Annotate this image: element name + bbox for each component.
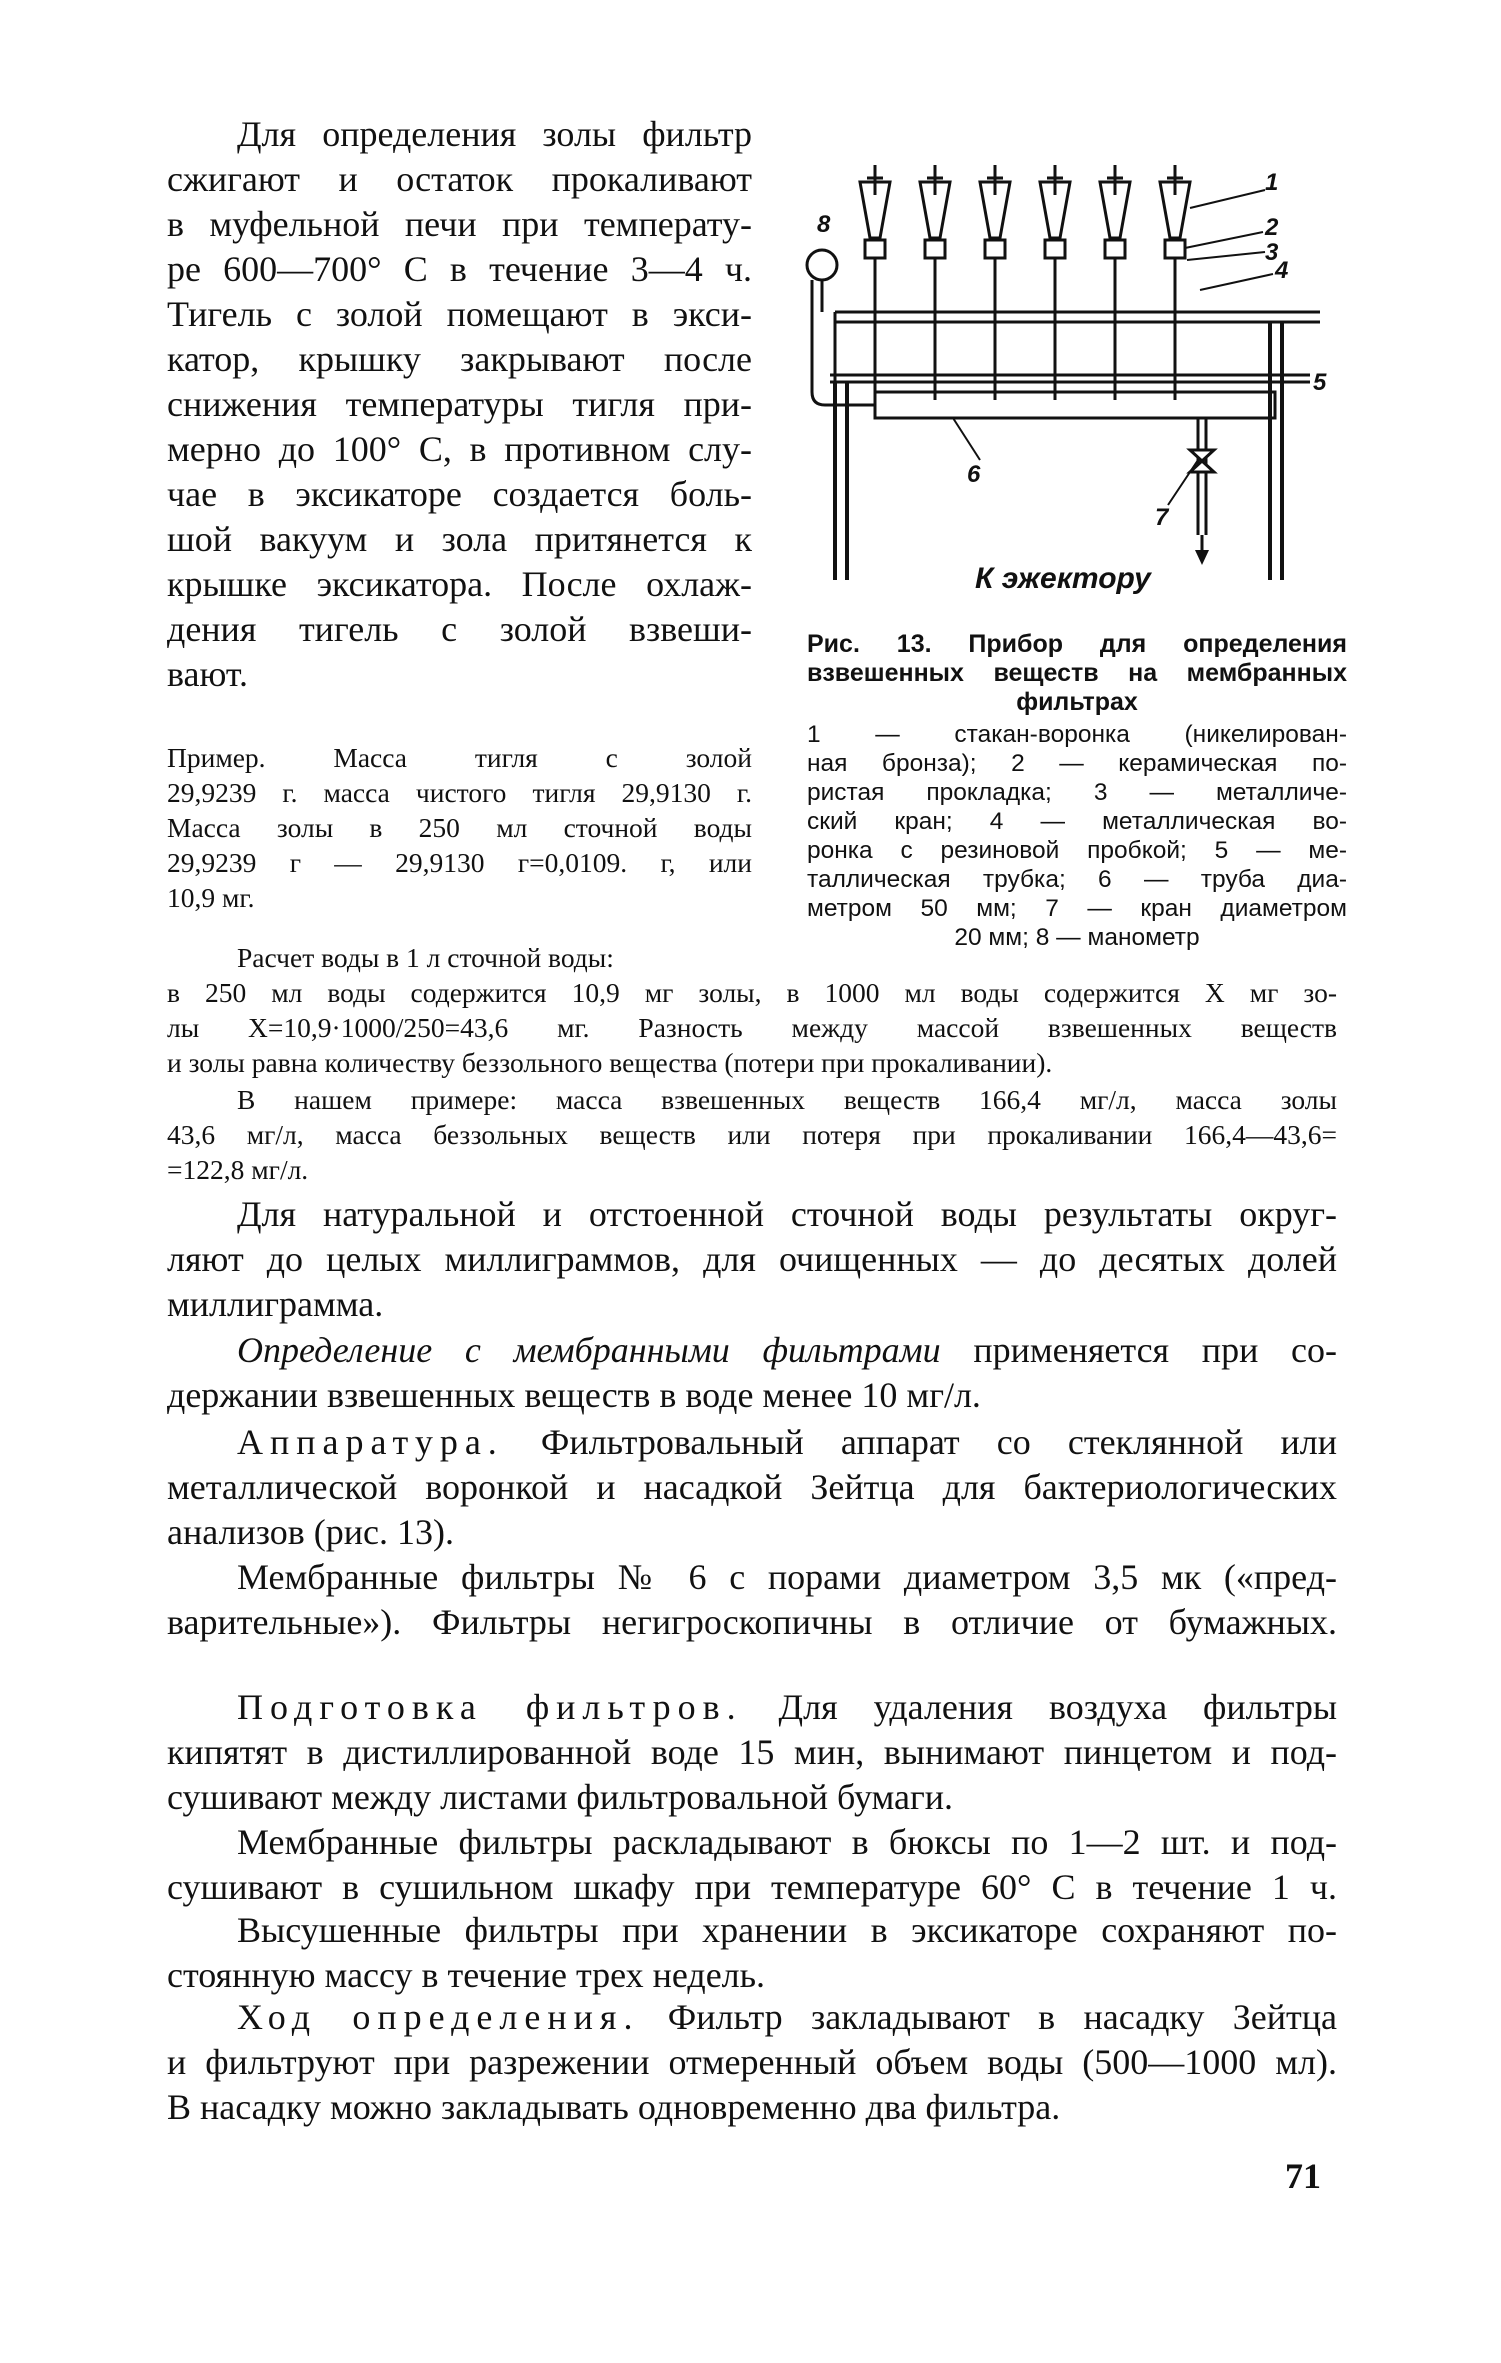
text-line: Мембранные фильтры раскладывают в бюксы по 1—2 шт. и под- bbox=[237, 1822, 1337, 1862]
filters-paragraph bbox=[167, 1555, 1337, 1645]
text-line: снижения температуры тигля при- bbox=[167, 384, 752, 424]
calc-first-line: Расчет воды в 1 л сточной воды: bbox=[237, 942, 614, 973]
rounding-paragraph bbox=[167, 1192, 1337, 1327]
text-line: и золы равна количеству беззольного вещества (потери при прокаливании). bbox=[167, 1047, 1053, 1078]
text-line: 43,6 мг/л, масса беззольных веществ или потеря при прокаливании 166,4—43,6= bbox=[167, 1119, 1337, 1150]
text-line: В нашем примере: масса взвешенных веществ 166,4 мг/л, масса золы bbox=[237, 1084, 1337, 1115]
text-line: в 250 мл воды содержится 10,9 мг золы, в 1000 мл воды содержится X мг зо- bbox=[167, 977, 1337, 1008]
figure-caption bbox=[807, 630, 1347, 717]
funnel-5 bbox=[1100, 165, 1130, 400]
text-line: Подготовка фильтров. Для удаления воздуха фильтры bbox=[237, 1687, 1338, 1727]
text-line: металлической воронкой и насадкой Зейтца для бактериологических bbox=[167, 1467, 1337, 1507]
funnel-3 bbox=[980, 165, 1010, 400]
text-line: Определение с мембранными фильтрами применяется при со- bbox=[237, 1330, 1337, 1370]
figure-label-5: 5 bbox=[1313, 369, 1327, 396]
funnel-2 bbox=[920, 165, 950, 400]
example-paragraph bbox=[167, 740, 752, 915]
text-line: вают. bbox=[167, 654, 248, 694]
funnel-6 bbox=[1160, 165, 1190, 400]
caption-line: Рис. 13. Прибор для определения bbox=[807, 630, 1347, 658]
text-line bbox=[167, 740, 752, 775]
store-paragraph bbox=[167, 1908, 1337, 1998]
text-line: Ход определения. Фильтр закладывают в насадку Зейтца bbox=[237, 1997, 1338, 2037]
text-line: Мембранные фильтры № 6 с порами диаметром 3,5 мк («пред- bbox=[237, 1557, 1337, 1597]
text-line: 29,9239 г — 29,9130 г=0,0109. г, или bbox=[167, 847, 752, 878]
text-line: мерно до 100° С, в противном слу- bbox=[167, 429, 752, 469]
calc-paragraph bbox=[167, 975, 1337, 1080]
example-line: Пример. Масса тигля с золой bbox=[167, 742, 752, 773]
text-line: сжигают и остаток прокаливают bbox=[167, 159, 752, 199]
caption-line: фильтрах bbox=[1016, 688, 1138, 716]
text-line: В насадку можно закладывать одновременно два фильтра. bbox=[167, 2087, 1061, 2127]
text-line: дения тигель с золой взвеши- bbox=[167, 609, 752, 649]
figure-label-7: 7 bbox=[1155, 504, 1169, 531]
figure-label-6: 6 bbox=[967, 461, 981, 488]
text-line: кипятят в дистиллированной воде 15 мин, вынимают пинцетом и под- bbox=[167, 1732, 1337, 1772]
text-line: Высушенные фильтры при хранении в эксикаторе сохраняют по- bbox=[237, 1910, 1337, 1950]
legend-line: ский кран; 4 — металлическая во- bbox=[807, 808, 1347, 835]
legend-line: 20 мм; 8 — манометр bbox=[954, 924, 1200, 951]
text-line: крышке эксикатора. После охлаж- bbox=[167, 564, 752, 604]
prep-heading: Подготовка фильтров. bbox=[237, 1687, 743, 1727]
membrane-paragraph bbox=[167, 1328, 1337, 1418]
text-line: стоянную массу в течение трех недель. bbox=[167, 1955, 766, 1995]
legend-line: таллическая трубка; 6 — труба диа- bbox=[807, 866, 1347, 893]
figure-label-1: 1 bbox=[1265, 169, 1279, 196]
text-line: сушивают в сушильном шкафу при температуре 60° С в течение 1 ч. bbox=[167, 1867, 1337, 1907]
text-line: варительные»). Фильтры негигроскопичны в отличие от бумажных. bbox=[167, 1602, 1337, 1642]
legend-line: ристая прокладка; 3 — металличе- bbox=[807, 779, 1347, 806]
text-line: лы X=10,9·1000/250=43,6 мг. Разность между массой взвешенных веществ bbox=[167, 1012, 1337, 1043]
text-line: ре 600—700° С в течение 3—4 ч. bbox=[167, 249, 752, 289]
funnel-4 bbox=[1040, 165, 1070, 400]
figure-label-4: 4 bbox=[1275, 257, 1289, 284]
text-line: Для натуральной и отстоенной сточной воды результаты округ- bbox=[237, 1194, 1337, 1234]
dry-paragraph bbox=[167, 1820, 1337, 1910]
procedure-heading: Ход определения. bbox=[237, 1997, 640, 2037]
method-title: Определение с мембранными фильтрами bbox=[237, 1330, 941, 1370]
text-line: Аппаратура. Фильтровальный аппарат со стеклянной или bbox=[237, 1422, 1337, 1462]
apparatus-heading: Аппаратура. bbox=[237, 1422, 504, 1462]
procedure-paragraph bbox=[167, 1995, 1337, 2130]
figure-label-ejector: К эжектору bbox=[975, 562, 1151, 595]
text-line: чае в эксикаторе создается боль- bbox=[167, 474, 752, 514]
funnel-1 bbox=[860, 165, 890, 400]
legend-line: ная бронза); 2 — керамическая по- bbox=[807, 750, 1347, 777]
text-line: и фильтруют при разрежении отмеренный объем воды (500—1000 мл). bbox=[167, 2042, 1337, 2082]
figure-label-3: 3 bbox=[1265, 239, 1279, 266]
figure-label-8: 8 bbox=[817, 211, 831, 238]
text-line: катор, крышку закрывают после bbox=[167, 339, 752, 379]
example2-paragraph bbox=[167, 1082, 1337, 1187]
text-line: =122,8 мг/л. bbox=[167, 1154, 309, 1185]
text-line: шой вакуум и зола притянется к bbox=[167, 519, 752, 559]
text-line: ляют до целых миллиграммов, для очищенных — до десятых долей bbox=[167, 1239, 1337, 1279]
text-line: 29,9239 г. масса чистого тигля 29,9130 г. bbox=[167, 777, 752, 808]
legend-line: метром 50 мм; 7 — кран диаметром bbox=[807, 895, 1347, 922]
text-line: миллиграмма. bbox=[167, 1284, 384, 1324]
figure-label-2: 2 bbox=[1265, 214, 1279, 241]
apparatus-paragraph bbox=[167, 1420, 1337, 1555]
prep-paragraph bbox=[167, 1685, 1337, 1820]
legend-line: ронка с резиновой пробкой; 5 — ме- bbox=[807, 837, 1347, 864]
text-line: Для определения золы фильтр bbox=[237, 114, 752, 154]
text-line: 10,9 мг. bbox=[167, 882, 255, 913]
text-line: сушивают между листами фильтровальной бумаги. bbox=[167, 1777, 954, 1817]
page-number: 71 bbox=[1285, 2156, 1321, 2196]
text-line: держании взвешенных веществ в воде менее 10 мг/л. bbox=[167, 1375, 981, 1415]
text-line: Масса золы в 250 мл сточной воды bbox=[167, 812, 752, 843]
figure-legend bbox=[807, 720, 1347, 952]
text-line: в муфельной печи при температу- bbox=[167, 204, 752, 244]
legend-line: 1 — стакан-воронка (никелирован- bbox=[807, 721, 1347, 748]
text-line: анализов (рис. 13). bbox=[167, 1512, 454, 1552]
text-line: Тигель с золой помещают в экси- bbox=[167, 294, 752, 334]
caption-line: взвешенных веществ на мембранных bbox=[807, 659, 1347, 687]
apparatus-figure bbox=[795, 160, 1355, 630]
intro-paragraph bbox=[167, 112, 752, 697]
